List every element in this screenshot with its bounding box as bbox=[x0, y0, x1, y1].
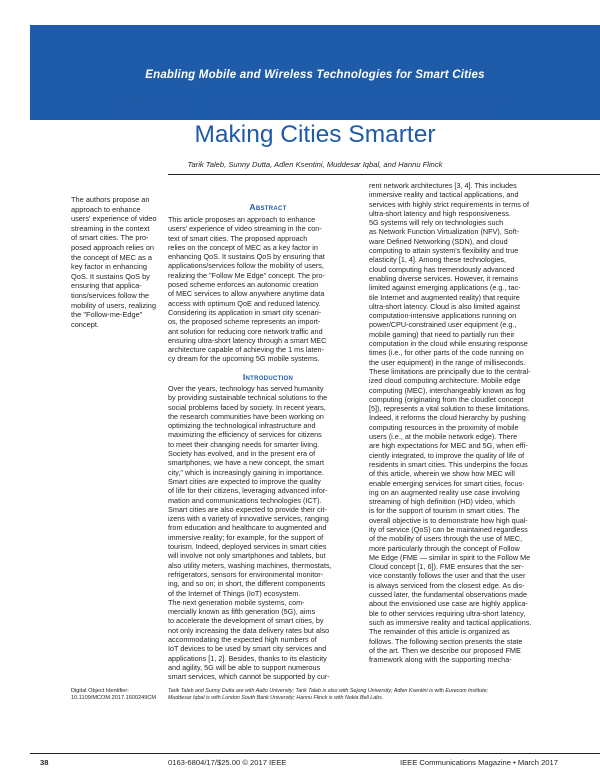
text-line: 5G systems will rely on technologies such bbox=[369, 218, 504, 228]
text-line: ant solution for reducing core network traffic and bbox=[168, 326, 323, 336]
text-line: is always serviced from the closest edge. As dis- bbox=[369, 580, 525, 590]
text-line: enable emerging services for smart cities, focus- bbox=[369, 478, 525, 488]
text-line: tions/services follow the bbox=[71, 290, 150, 300]
text-line: computing resources in the proximity of mobile bbox=[369, 422, 519, 432]
text-line: Cloud concept [1, 6]). FME ensures that the ser- bbox=[369, 562, 524, 572]
text-line: ing, and so on; in short, the different components bbox=[168, 579, 326, 589]
text-line: of MEC services to allow anywhere anytime data bbox=[168, 289, 325, 299]
right-column-body bbox=[369, 181, 574, 664]
text-line: are high expectations for MEC and 5G, when effi- bbox=[369, 441, 528, 451]
magazine-info: IEEE Communications Magazine • March 2017 bbox=[400, 758, 558, 767]
text-line: of this article, wherein we show how MEC will bbox=[369, 469, 515, 479]
section-kicker: Enabling Mobile and Wireless Technologies for Smart Cities bbox=[145, 69, 485, 81]
text-line: from education and healthcare to augmented and bbox=[168, 523, 327, 533]
text-line: the concept of MEC as a bbox=[71, 252, 152, 262]
text-line: accommodating the expected high numbers of bbox=[168, 635, 317, 645]
text-line: Considering its application in smart city scenari- bbox=[168, 307, 322, 317]
text-line: ble to other services requiring ultra-short latency, bbox=[369, 608, 526, 618]
author-affiliations bbox=[168, 688, 598, 702]
text-line: text of smart cities. The proposed approach bbox=[168, 233, 308, 243]
abstract-body bbox=[168, 215, 373, 364]
text-line: not only increasing the data delivery rates but also bbox=[168, 625, 330, 635]
text-line: rent network architectures [3, 4]. This includes bbox=[369, 181, 517, 190]
text-line: is for the support of tourism in smart cities. The bbox=[369, 506, 520, 516]
text-line: such as immersive reality and tactical applications. bbox=[369, 617, 532, 627]
sidebar-summary bbox=[71, 195, 157, 329]
header-rule bbox=[168, 174, 600, 175]
text-line: ciently integrated, to improve the quality of life of bbox=[369, 450, 525, 460]
text-line: immersive reality and tactical applications, and bbox=[369, 190, 519, 200]
text-line: [5]), represents a vital solution to these limitations. bbox=[369, 404, 530, 414]
title-line: Mobile Edge Computing Potential in bbox=[120, 93, 510, 120]
text-line: tile Internet and augmented reality) that require bbox=[369, 292, 520, 302]
title-line: Making Cities Smarter bbox=[194, 121, 436, 148]
text-line: ity of service (QoS) can be maintained regardless bbox=[369, 524, 528, 534]
text-line: ultra-short latency and high responsiveness. bbox=[369, 208, 511, 218]
text-line: cy dream for the upcoming 5G mobile systems. bbox=[168, 354, 320, 364]
text-line: mercially known as fifth generation (5G), aims bbox=[168, 607, 316, 617]
text-line: Smart cities are also expected to provide their cit- bbox=[168, 504, 327, 514]
text-line: about the envisioned use case are highly applica- bbox=[369, 599, 528, 609]
text-line: Indeed, it reforms the cloud hierarchy by pushing bbox=[369, 413, 526, 423]
text-line: computation-intensive applications running on bbox=[369, 311, 517, 321]
text-line: of the Internet of Things (IoT) ecosystem. bbox=[168, 588, 301, 598]
text-line: os, the proposed scheme represents an import- bbox=[168, 317, 321, 327]
text-line: These limitations are principally due to the central- bbox=[369, 366, 531, 376]
text-line: ized cloud computing architecture. Mobile edge bbox=[369, 376, 521, 386]
text-line: smart services, which cannot be supported by cur- bbox=[168, 672, 330, 682]
text-line: streaming of high definition (HD) video, which bbox=[369, 497, 515, 507]
text-line: smartphones, we have a new concept, the smart bbox=[168, 458, 324, 468]
text-line: the research communities have been working on bbox=[168, 411, 324, 421]
article-title bbox=[30, 93, 600, 149]
text-line: by providing sustainable technical solutions to the bbox=[168, 393, 328, 403]
author-list: Tarik Taleb, Sunny Dutta, Adlen Ksentini, Muddesar Iqbal, and Hannu Flinck bbox=[187, 160, 443, 169]
text-line: more particularly through the concept of Follow bbox=[369, 543, 520, 553]
text-line: social problems faced by society. In recent years, bbox=[168, 402, 326, 412]
text-line: as Network Function Virtualization (NFV), Soft- bbox=[369, 227, 520, 237]
text-line: of the art. Then we describe our proposed FME bbox=[369, 645, 521, 655]
text-line: optimizing the technological infrastructure and bbox=[168, 421, 316, 431]
text-line: users (i.e., at the mobile network edge). There bbox=[369, 432, 518, 442]
text-line: computation in the cloud while ensuring response bbox=[369, 339, 528, 349]
text-line: ultra-short latency. Cloud is also limited against bbox=[369, 301, 520, 311]
footer-rule bbox=[30, 753, 600, 754]
text-line: Me Edge (FME — similar in spirit to the Follow Me bbox=[369, 552, 531, 562]
text-line: applications [1, 2]. Besides, thanks to its elasticity bbox=[168, 653, 327, 663]
text-line: power/CPU-constrained user equipment (e.g., bbox=[369, 320, 517, 330]
text-line: elasticity [1, 4]. Among these technologies, bbox=[369, 255, 507, 265]
text-line: residents in smart cities. This underpins the focus bbox=[369, 459, 528, 469]
text-line: This article proposes an approach to enhance bbox=[168, 215, 316, 224]
text-line: applications/services follow the mobility of users, bbox=[168, 261, 324, 271]
text-line: computing (MEC), interchangeably known as fog bbox=[369, 385, 526, 395]
text-line: posed approach relies on bbox=[71, 242, 154, 252]
text-line: will involve not only smartphones and tablets, but bbox=[168, 551, 326, 561]
text-line: The next generation mobile systems, com- bbox=[168, 597, 305, 607]
text-line: realizing the "Follow Me Edge" concept. The pro- bbox=[168, 270, 325, 280]
text-line: relies on the concept of MEC as a key factor in bbox=[168, 242, 318, 252]
doi-block bbox=[71, 688, 166, 702]
text-line: ing on an augmented reality use case involving bbox=[369, 487, 520, 497]
text-line: and agility, 5G will be able to support numerous bbox=[168, 662, 321, 672]
text-line: Over the years, technology has served humanity bbox=[168, 384, 324, 393]
text-line: enabling diverse services. However, it remains bbox=[369, 273, 519, 283]
text-line: ensuring ultra-short latency through a smart MEC bbox=[168, 335, 327, 345]
text-line: immersive reality; for example, for the support of bbox=[168, 532, 324, 542]
text-line: Tarik Taleb and Sunny Dutta are with Aalto University; Tarik Taleb is also with Sejong University; Adlen Ksentini is with Eurecom Institute; bbox=[168, 688, 489, 694]
text-line: mation and communications technologies (ICT). bbox=[168, 495, 322, 505]
text-line: the user equipment) in the range of milliseconds. bbox=[369, 357, 526, 367]
text-line: vice constantly follows the user and that the user bbox=[369, 571, 526, 581]
text-line: streaming in the context bbox=[71, 223, 150, 233]
text-line: The remainder of this article is organized as bbox=[369, 627, 510, 637]
text-line: framework along with the supporting mecha- bbox=[369, 655, 512, 665]
text-line: services with highly strict requirements in terms of bbox=[369, 199, 529, 209]
text-line: users' experience of video streaming in the con- bbox=[168, 224, 322, 234]
text-line: of the mobility of users through the use of MEC, bbox=[369, 534, 523, 544]
text-line: city," which is increasingly gaining in importance. bbox=[168, 467, 324, 477]
text-line: QoS. It sustains QoS by bbox=[71, 271, 150, 281]
text-line: enhancing QoS. It sustains QoS by ensuring that bbox=[168, 252, 325, 262]
text-line: Digital Object Identifier: bbox=[71, 688, 129, 694]
text-line: Society has evolved, and in the present era of bbox=[168, 449, 316, 459]
text-line: izens with a variety of innovative services, ranging bbox=[168, 514, 329, 524]
text-line: computing (originating from the cloudlet concept bbox=[369, 394, 524, 404]
text-line: the "Follow-me-Edge" bbox=[71, 310, 143, 320]
text-line: times (i.e., for other parts of the code running on bbox=[369, 348, 524, 358]
text-line: tourism. Indeed, deployed services in smart cities bbox=[168, 542, 327, 552]
text-line: ware Defined Networking (SDN), and cloud bbox=[369, 236, 508, 246]
page-number: 38 bbox=[40, 758, 49, 767]
abstract-heading: Abstract bbox=[249, 202, 287, 212]
text-line: cussed later, the fundamental observations made bbox=[369, 590, 527, 600]
text-line: computing to attain system's flexibility and true bbox=[369, 246, 519, 256]
text-line: limited against emerging applications (e.g., tac- bbox=[369, 283, 521, 293]
text-line: Smart cities are expected to improve the quality bbox=[168, 476, 321, 486]
text-line: cloud computing has tremendously advanced bbox=[369, 264, 515, 274]
text-line: maximizing the efficiency of services for citizens bbox=[168, 430, 322, 440]
text-line: overall objective is to demonstrate how high qual- bbox=[369, 515, 528, 525]
text-line: mobile gaming) that need to partially run their bbox=[369, 329, 515, 339]
text-line: ensuring that applica- bbox=[71, 281, 142, 291]
text-line: Muddesar Iqbal is with London South Bank University; Hannu Flinck is with Nokia Bell Labs. bbox=[168, 695, 384, 701]
text-line: access with optimum QoE and reduced latency. bbox=[168, 298, 321, 308]
text-line: also utility meters, washing machines, thermostats, bbox=[168, 560, 332, 570]
text-line: follows. The following section presents the state bbox=[369, 636, 523, 646]
text-line: users' experience of video bbox=[71, 214, 157, 224]
text-line: to accelerate the development of smart cities, by bbox=[168, 616, 324, 626]
text-line: approach to enhance bbox=[71, 204, 141, 214]
text-line: IoT devices to be used by smart city services and bbox=[168, 644, 327, 654]
introduction-body bbox=[168, 384, 373, 682]
text-line: The authors propose an bbox=[71, 195, 150, 204]
issn-notice: 0163-6804/17/$25.00 © 2017 IEEE bbox=[168, 758, 287, 767]
text-line: posed scheme enforces an autonomic creation bbox=[168, 280, 319, 290]
text-line: of life for their citizens, leveraging advanced infor- bbox=[168, 486, 328, 496]
text-line: architecture capable of achieving the 1 ms laten- bbox=[168, 345, 324, 355]
text-line: concept. bbox=[71, 319, 99, 329]
text-line: of smart cities. The pro- bbox=[71, 233, 149, 243]
text-line: 10.1109/MCOM.2017.1600249CM bbox=[71, 695, 157, 702]
text-line: key factor in enhancing bbox=[71, 262, 148, 272]
text-line: to meet their changing needs for smarter living. bbox=[168, 439, 320, 449]
text-line: mobility of users, realizing bbox=[71, 300, 157, 310]
introduction-heading: Introduction bbox=[242, 372, 294, 382]
text-line: refrigerators, sensors for environmental monitor- bbox=[168, 569, 324, 579]
